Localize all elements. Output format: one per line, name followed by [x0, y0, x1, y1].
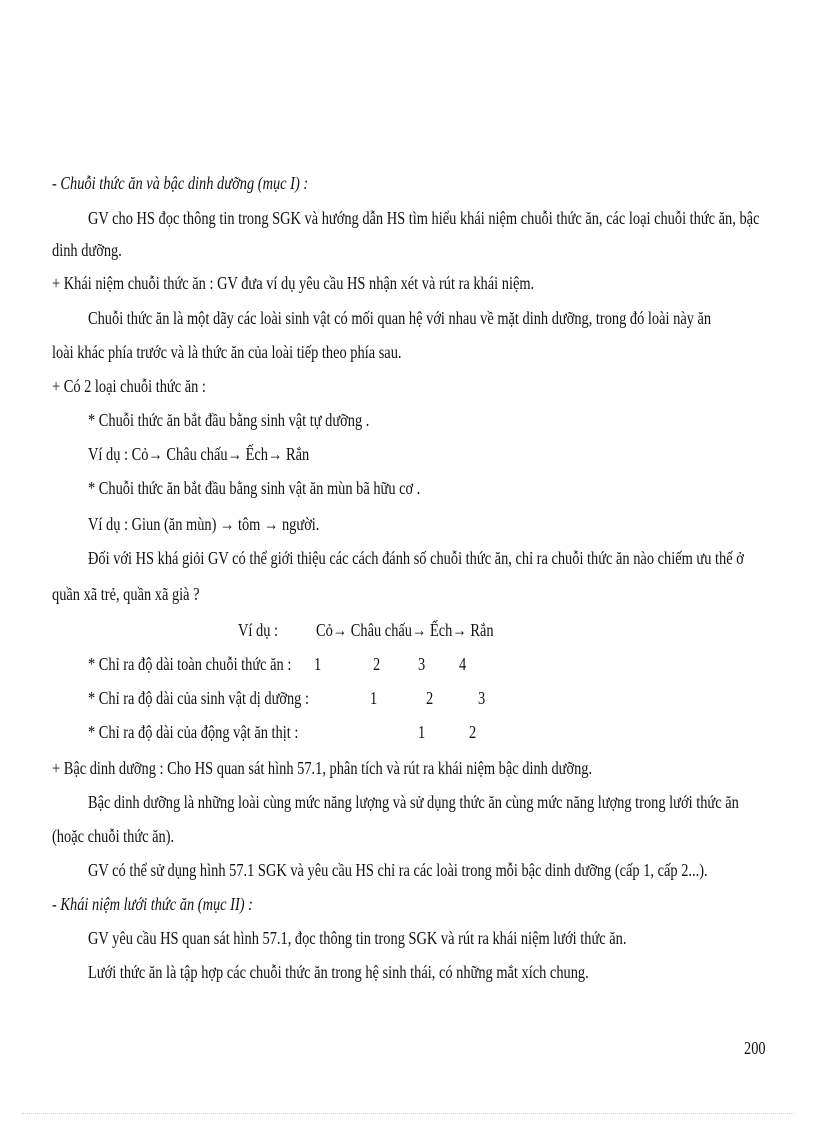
example-autotroph-chain: Ví dụ : Cỏ→ Châu chấu→ Ếch→ Rắn — [88, 444, 310, 464]
section-heading-food-chain: - Chuỗi thức ăn và bậc dinh dưỡng (mục I) : — [52, 173, 309, 193]
numbering-label-heterotroph: * Chỉ ra độ dài của sinh vật dị dưỡng : — [88, 688, 309, 708]
definition-trophic-level: Bậc dinh dưỡng là những loài cùng mức năng lượng và sử dụng thức ăn cùng mức năng lượng trong lưới thức ăn — [88, 792, 739, 812]
numbering-label-carnivore: * Chỉ ra độ dài của động vật ăn thịt : — [88, 722, 299, 742]
bullet-two-types: + Có 2 loại chuỗi thức ăn : — [52, 376, 206, 396]
number-marker: 3 — [478, 688, 486, 708]
numbering-label-full-chain: * Chỉ ra độ dài toàn chuỗi thức ăn : — [88, 654, 292, 674]
number-marker: 1 — [314, 654, 322, 674]
number-marker: 2 — [469, 722, 477, 742]
type-autotroph-chain: * Chuỗi thức ăn bắt đầu bằng sinh vật tự dưỡng . — [88, 410, 370, 430]
bullet-food-chain-concept: + Khái niệm chuỗi thức ăn : GV đưa ví dụ yêu cầu HS nhận xét và rút ra khái niệm. — [52, 273, 535, 293]
number-marker: 1 — [418, 722, 426, 742]
number-marker: 1 — [370, 688, 378, 708]
definition-food-web: Lưới thức ăn là tập hợp các chuỗi thức ăn trong hệ sinh thái, có những mắt xích chung. — [88, 962, 589, 982]
paragraph-line: dinh dưỡng. — [52, 240, 122, 260]
paragraph-line: GV cho HS đọc thông tin trong SGK và hướng dẫn HS tìm hiểu khái niệm chuỗi thức ăn, các loại chuỗi thức ăn, bậc — [88, 208, 760, 228]
example-label: Ví dụ : — [238, 620, 279, 640]
paragraph-line: (hoặc chuỗi thức ăn). — [52, 826, 175, 846]
definition-food-chain: Chuỗi thức ăn là một dãy các loài sinh vật có mối quan hệ với nhau về mặt dinh dưỡng, trong đó loài này ăn — [88, 308, 712, 328]
type-detritus-chain: * Chuỗi thức ăn bắt đầu bằng sinh vật ăn mùn bã hữu cơ . — [88, 478, 421, 498]
paragraph-line: quần xã trẻ, quần xã già ? — [52, 584, 200, 604]
section-heading-food-web: - Khái niệm lưới thức ăn (mục II) : — [52, 894, 253, 914]
page-number: 200 — [744, 1038, 766, 1058]
number-marker: 4 — [459, 654, 467, 674]
bottom-divider — [22, 1113, 794, 1114]
example-detritus-chain: Ví dụ : Giun (ăn mùn) → tôm → người. — [88, 514, 320, 534]
bullet-trophic-level: + Bậc dinh dưỡng : Cho HS quan sát hình 57.1, phân tích và rút ra khái niệm bậc dinh dưỡng. — [52, 758, 593, 778]
paragraph-line: GV có thể sử dụng hình 57.1 SGK và yêu cầu HS chỉ ra các loài trong mỗi bậc dinh dưỡng (cấp 1, cấp 2...). — [88, 860, 708, 880]
number-marker: 2 — [373, 654, 381, 674]
paragraph-line: loài khác phía trước và là thức ăn của loài tiếp theo phía sau. — [52, 342, 402, 362]
paragraph-line: GV yêu cầu HS quan sát hình 57.1, đọc thông tin trong SGK và rút ra khái niệm lưới thức ăn. — [88, 928, 627, 948]
example-chain: Cỏ→ Châu chấu→ Ếch→ Rắn — [316, 620, 494, 640]
number-marker: 3 — [418, 654, 426, 674]
number-marker: 2 — [426, 688, 434, 708]
paragraph-line: Đối với HS khá giỏi GV có thể giới thiệu các cách đánh số chuỗi thức ăn, chỉ ra chuỗi thức ăn nào chiếm ưu thế ở — [88, 548, 744, 568]
